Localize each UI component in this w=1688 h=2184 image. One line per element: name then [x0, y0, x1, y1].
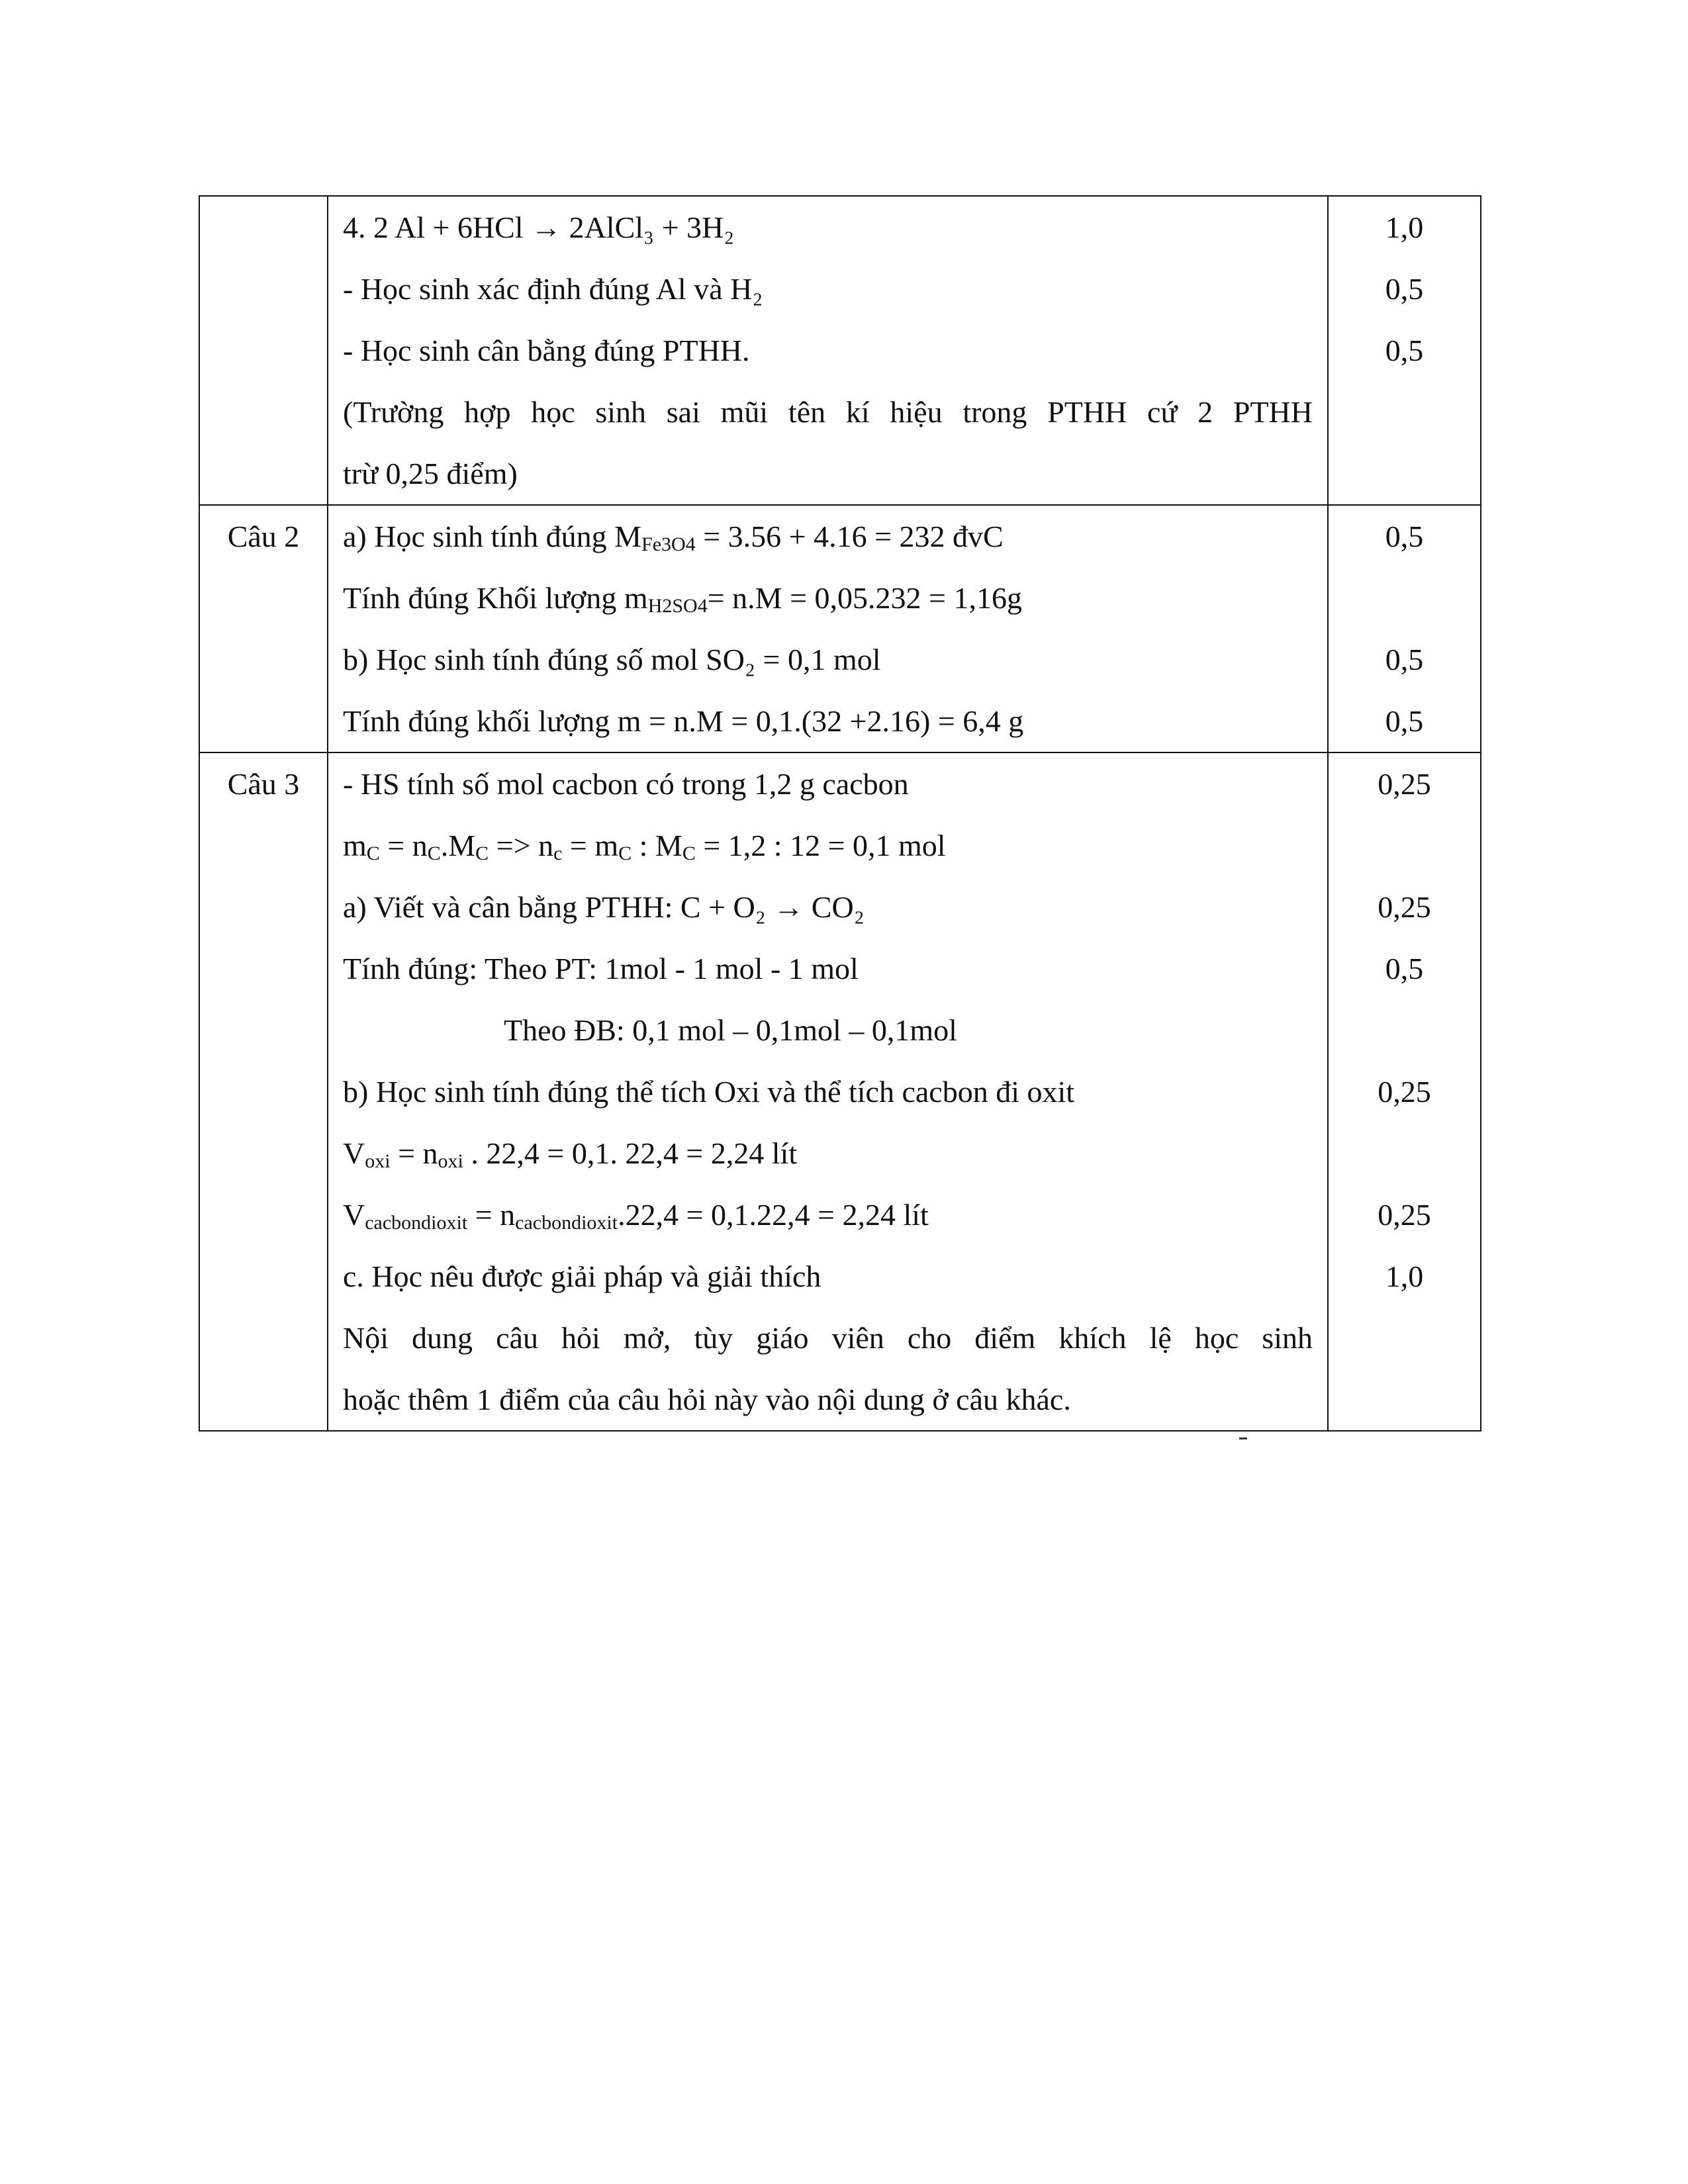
score-cell	[1328, 752, 1481, 1431]
score-value: 0,5	[1385, 334, 1424, 367]
answer-line: Tính đúng Khối lượng $m_{H2SO4}= n.M = 0,05.232 = 1,16g$	[343, 581, 1022, 617]
score-value	[1329, 1369, 1480, 1430]
score-value: 1,0	[1385, 1259, 1424, 1293]
score-value	[1329, 381, 1480, 443]
table-row	[199, 196, 1481, 505]
answer-line: a) Viết và cân bằng PTHH: C + O₂ → CO₂	[343, 890, 865, 924]
score-value	[1329, 443, 1480, 504]
answer-line: - Học sinh cân bằng đúng PTHH.	[343, 334, 750, 367]
grading-table	[199, 195, 1481, 1432]
answer-line: (Trường hợp học sinh sai mũi tên kí hiệu trong PTHH cứ 2 PTHH	[343, 395, 1313, 429]
question-cell	[199, 752, 328, 1431]
answer-line: Theo ĐB: 0,1 mol – 0,1mol – 0,1mol	[504, 1013, 957, 1047]
answer-cell	[328, 752, 1328, 1431]
score-value: 0,25	[1378, 1075, 1431, 1109]
answer-line: a) Học sinh tính đúng $M_{Fe3O4} = 3.56 + 4.16 = 232$ đvC	[343, 520, 1004, 555]
score-cell	[1328, 505, 1481, 752]
score-value	[1329, 567, 1480, 629]
score-value: 0,25	[1378, 1198, 1431, 1232]
score-value: 0,5	[1385, 704, 1424, 738]
question-cell	[199, 196, 328, 505]
stray-dash	[1239, 1437, 1247, 1439]
score-value: 0,5	[1385, 272, 1424, 306]
score-value: 0,25	[1378, 767, 1431, 801]
table-row	[199, 505, 1481, 752]
answer-cell	[328, 196, 1328, 505]
answer-line: - Học sinh xác định đúng Al và H₂	[343, 272, 763, 306]
answer-line: Nội dung câu hỏi mở, tùy giáo viên cho điểm khích lệ học sinh	[343, 1321, 1313, 1355]
answer-line: b) Học sinh tính đúng số mol SO₂ = 0,1 mol	[343, 643, 881, 676]
question-label: Câu 2	[227, 520, 300, 553]
score-value: 0,5	[1385, 520, 1424, 553]
answer-line: c. Học nêu được giải pháp và giải thích	[343, 1259, 821, 1293]
answer-cell	[328, 505, 1328, 752]
answer-line: $m_C = n_C.M_C => n_c = m_C$ : $M_C = 1,2$ : 12 = 0,1 mol	[343, 829, 946, 864]
score-value	[1329, 1307, 1480, 1369]
answer-line: 4. 2 Al + 6HCl → 2AlCl₃ + 3H₂	[343, 210, 735, 244]
score-value	[1329, 815, 1480, 876]
answer-line: b) Học sinh tính đúng thể tích Oxi và thể tích cacbon đi oxit	[343, 1075, 1075, 1109]
answer-line: $V_{oxi} = n_{oxi}$ . 22,4 = 0,1. 22,4 = 2,24 lít	[343, 1136, 798, 1172]
question-cell	[199, 505, 328, 752]
question-label	[200, 197, 327, 258]
score-value: 0,25	[1378, 890, 1431, 924]
score-value	[1329, 1122, 1480, 1184]
answer-line: Tính đúng: Theo PT: 1mol - 1 mol - 1 mol	[343, 952, 859, 985]
score-value	[1329, 999, 1480, 1061]
answer-line: trừ 0,25 điểm)	[343, 457, 518, 490]
question-label: Câu 3	[227, 767, 300, 801]
answer-line: hoặc thêm 1 điểm của câu hỏi này vào nội dung ở câu khác.	[343, 1383, 1071, 1416]
answer-line: $V_{cacbondioxit} = n_{cacbondioxit}.22,4 = 0,1.22,4 = 2,24$ lít	[343, 1198, 929, 1234]
table-row	[199, 752, 1481, 1431]
score-cell	[1328, 196, 1481, 505]
answer-line: Tính đúng khối lượng m = n.M = 0,1.(32 +2.16) = 6,4 g	[343, 704, 1024, 738]
score-value: 1,0	[1385, 210, 1424, 244]
score-value: 0,5	[1385, 643, 1424, 676]
answer-line: - HS tính số mol cacbon có trong 1,2 g cacbon	[343, 767, 909, 801]
score-value: 0,5	[1385, 952, 1424, 985]
